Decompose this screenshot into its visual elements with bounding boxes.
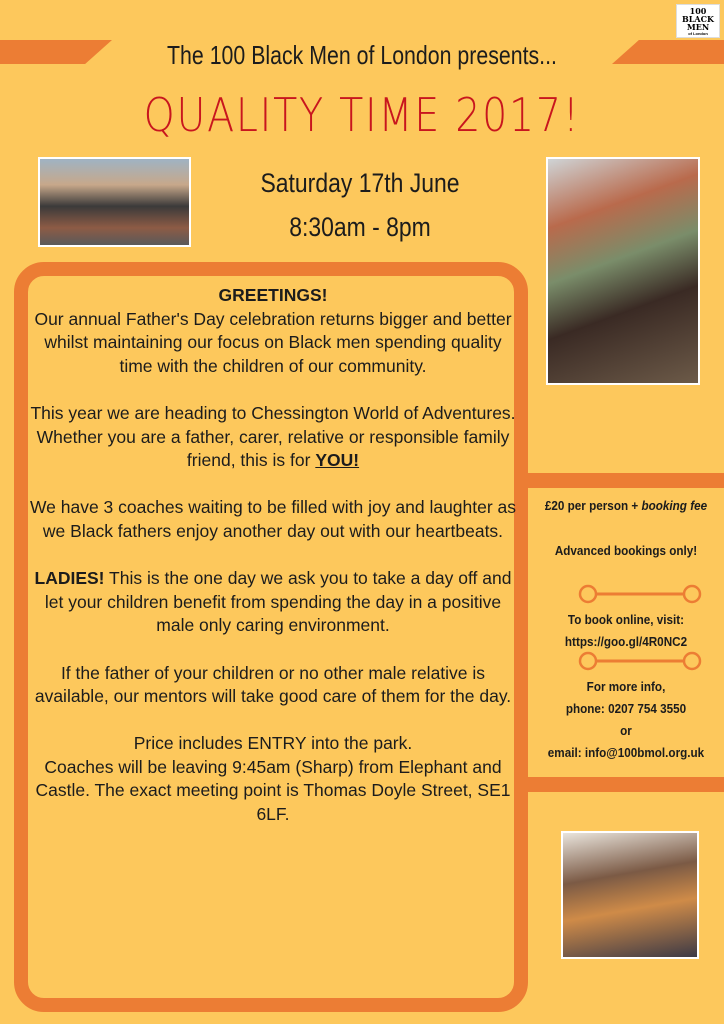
paragraph: We have 3 coaches waiting to be filled with joy and laughter as we Black fathers enjoy another day out with our heartbeats. <box>29 497 517 541</box>
connector-divider <box>578 584 702 604</box>
emphasis-ladies: LADIES! <box>34 568 105 589</box>
event-date: Saturday 17th June <box>260 168 460 198</box>
logo-text: of London <box>688 30 708 36</box>
paragraph: This is the one day we ask you to take a day off and let your children benefit from spending the day in a positive male only caring environment. <box>44 568 512 636</box>
presents-heading: The 100 Black Men of London presents... <box>167 40 557 70</box>
connector-divider <box>578 651 702 671</box>
logo-text: MEN <box>686 21 710 32</box>
greeting-heading: GREETINGS! <box>218 285 328 305</box>
email-address[interactable]: email: info@100bmol.org.uk <box>547 745 705 760</box>
paragraph: This year we are heading to Chessington World of Adventures. Whether you are a father, carer, relative or responsible family friend, this is for <box>30 402 516 471</box>
group-photo <box>38 157 191 247</box>
price-text: £20 per person + <box>544 498 642 513</box>
or-text: or <box>620 723 632 738</box>
advanced-bookings: Advanced bookings only! <box>554 543 698 558</box>
booking-fee-text: booking fee <box>641 498 708 513</box>
paragraph: Price includes ENTRY into the park. <box>133 733 413 754</box>
paragraph: Coaches will be leaving 9:45am (Sharp) from Elephant and Castle. The exact meeting point is Thomas Doyle Street, SE1 6LF. <box>35 756 511 825</box>
side-band-top <box>528 473 724 488</box>
logo-text: 100 <box>689 5 707 16</box>
organization-logo <box>676 4 720 38</box>
basketball-photo <box>546 157 700 385</box>
logo-text: BLACK <box>682 13 714 24</box>
event-title: QUALITY TIME 2017! <box>143 88 581 142</box>
paragraph: Our annual Father's Day celebration returns bigger and better whilst maintaining our focus on Black men spending quality time with the children of our community. <box>34 308 512 376</box>
event-description <box>26 284 520 850</box>
book-online-label: To book online, visit: <box>567 612 685 627</box>
phone-number: phone: 0207 754 3550 <box>565 701 687 716</box>
event-time: 8:30am - 8pm <box>289 212 431 242</box>
emphasis-you: YOU! <box>315 450 360 471</box>
booking-link[interactable]: https://goo.gl/4R0NC2 <box>564 634 688 649</box>
more-info-label: For more info, <box>586 679 666 694</box>
father-children-photo <box>561 831 699 959</box>
side-band-bottom <box>528 777 724 792</box>
paragraph: If the father of your children or no other male relative is available, our mentors will take good care of them for the day. <box>34 662 512 707</box>
price-info <box>538 498 714 513</box>
